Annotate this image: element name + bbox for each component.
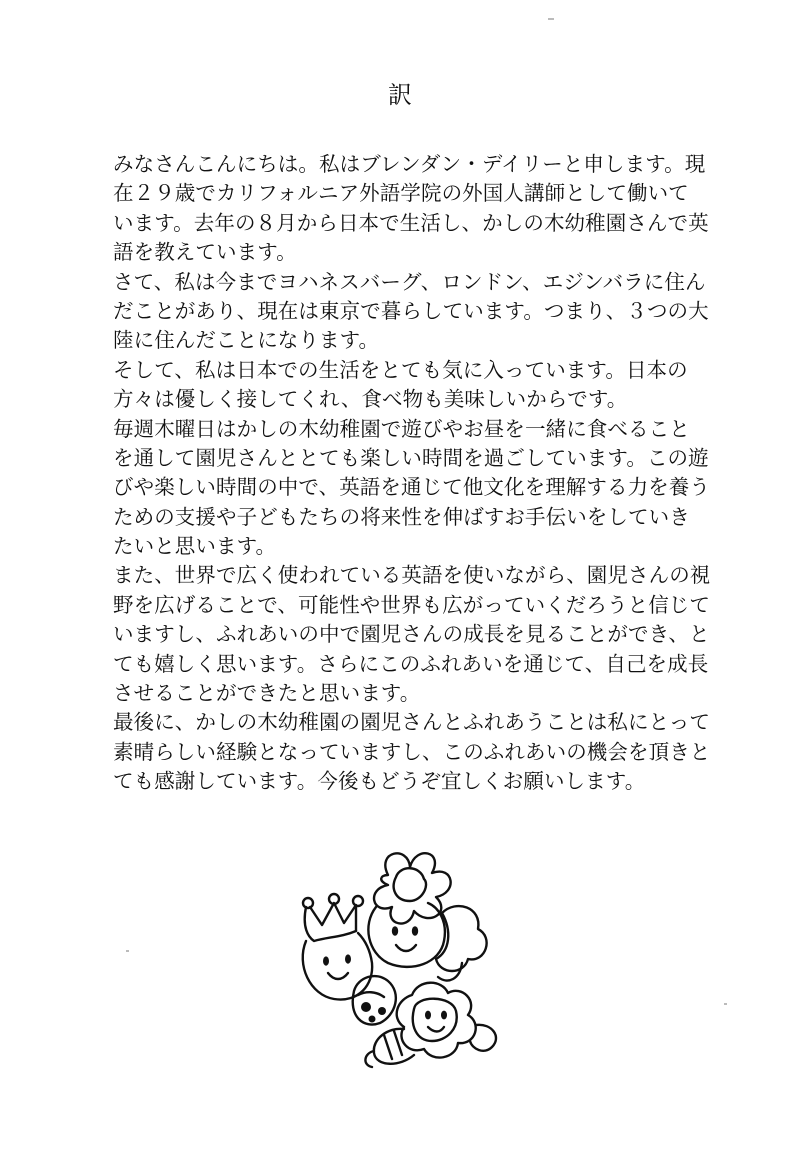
text-line: ても感謝しています。今後もどうぞ宜しくお願いします。 (113, 769, 646, 794)
text-line: 毎週木曜日はかしの木幼稚園で遊びやお昼を一緒に食べること (113, 416, 690, 441)
text-line: ても嬉しく思います。さらにこのふれあいを通じて、自己を成長 (113, 651, 709, 676)
text-line: また、世界で広く使われている英語を使いながら、園児さんの視 (113, 563, 711, 588)
page-title: 訳 (388, 81, 412, 109)
text-line: そして、私は日本での生活をとても気に入っています。日本の (113, 357, 688, 382)
text-line: を通して園児さんととても楽しい時間を過ごしています。この遊 (113, 445, 709, 470)
text-line: いますし、ふれあいの中で園児さんの成長を見ることができ、と (113, 622, 710, 647)
kindergarten-mascots-icon (292, 845, 507, 1070)
text-line: 語を教えています。 (113, 240, 297, 265)
text-line: させることができたと思います。 (113, 681, 421, 706)
text-line: 方々は優しく接してくれ、食べ物も美味しいからです。 (113, 387, 628, 412)
text-line: 野を広げることで、可能性や世界も広がっていくだろうと信じて (113, 592, 710, 617)
text-line: 在２９歳でカリフォルニア外語学院の外国人講師として働いて (113, 181, 689, 206)
text-line: さて、私は今までヨハネスバーグ、ロンドン、エジンバラに住ん (113, 269, 706, 294)
text-line: ための支援や子どもたちの将来性を伸ばすお手伝いをしていき (113, 504, 690, 529)
text-line: びや楽しい時間の中で、英語を通じて他文化を理解する力を養う (113, 475, 710, 500)
body-text (113, 150, 711, 797)
text-line: 陸に住んだことになります。 (113, 328, 380, 353)
text-line: だことがあり、現在は東京で暮らしています。つまり、３つの大 (113, 298, 709, 323)
text-line: たいと思います。 (113, 534, 277, 559)
sun-character-icon (365, 983, 496, 1067)
flower-character-icon (368, 853, 486, 980)
text-line: います。去年の８月から日本で生活し、かしの木幼稚園さんで英 (113, 210, 709, 235)
text-line: みなさんこんにちは。私はブレンダン・デイリーと申します。現 (113, 152, 706, 176)
text-line: 最後に、かしの木幼稚園の園児さんとふれあうことは私にとって (113, 710, 710, 735)
text-line: 素晴らしい経験となっていますし、このふれあいの機会を頂きと (113, 739, 711, 764)
